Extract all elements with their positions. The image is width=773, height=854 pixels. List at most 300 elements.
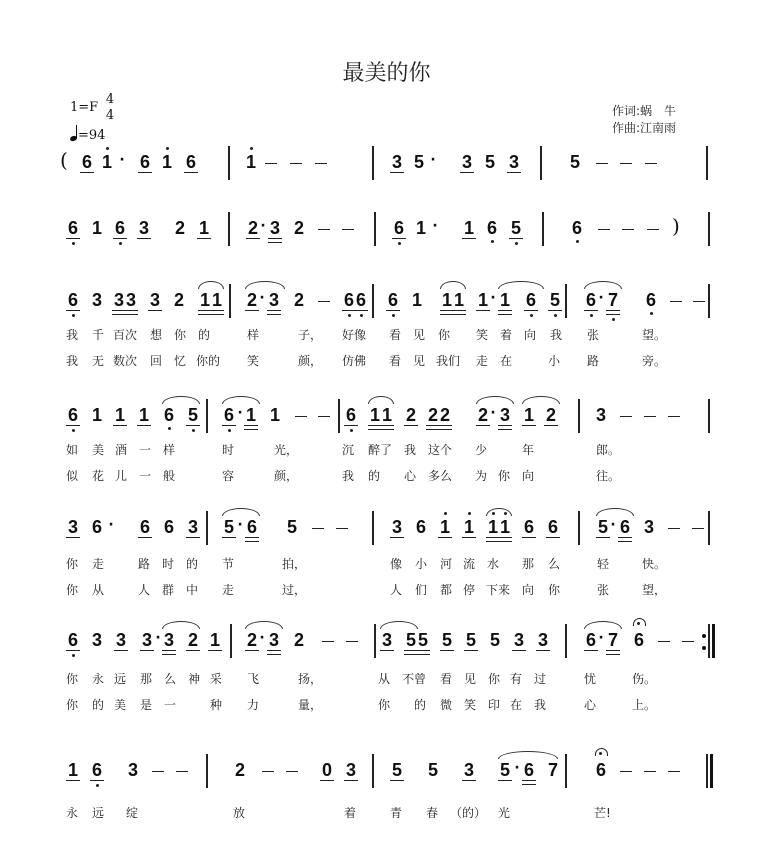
lyric-verse-1: 年: [522, 443, 535, 457]
extension-dash: [318, 416, 330, 417]
lyric-verse-1: 的: [186, 557, 199, 571]
lyric-verse-2: 我: [342, 469, 355, 483]
lyric-verse-1: 醉了: [368, 443, 393, 457]
low-octave-dot: [350, 429, 353, 432]
double-underline-beam: [452, 314, 466, 315]
extension-dash: [620, 416, 632, 417]
lyric-verse-2: 似: [66, 469, 79, 483]
note: 3: [461, 152, 472, 172]
lyric-verse-1: 飞: [247, 672, 260, 686]
note: 5: [569, 152, 580, 172]
note: 3: [463, 760, 474, 780]
underline-beam: [222, 537, 236, 538]
double-underline-beam: [267, 314, 281, 315]
barline: [338, 399, 340, 433]
high-octave-dot: [250, 147, 253, 150]
low-octave-dot: [360, 314, 363, 317]
augmentation-dot: ·: [610, 517, 616, 533]
underline-beam: [138, 537, 152, 538]
note: 6: [66, 405, 80, 425]
lyric-verse-2: 笑: [464, 698, 477, 712]
underline-beam: [546, 537, 560, 538]
lyric-verse-2: 回: [150, 354, 163, 368]
double-underline-beam: [245, 541, 259, 542]
note: 5: [404, 630, 418, 650]
underline-beam: [438, 425, 452, 426]
underline-beam: [80, 172, 94, 173]
lyric-verse-2: 我们: [436, 354, 461, 368]
barline: [565, 624, 567, 658]
note: 3: [149, 290, 160, 310]
note: 2: [477, 405, 488, 425]
lyricist-credit: 作词:蜗 牛: [612, 104, 677, 118]
note: 2: [174, 218, 185, 238]
lyric-verse-1: 绽: [126, 806, 139, 820]
note: 3: [187, 517, 198, 537]
double-underline-beam: [268, 242, 282, 243]
low-octave-dot: [72, 654, 75, 657]
note: 3: [267, 630, 281, 650]
barline: [372, 146, 374, 180]
note: 3: [381, 630, 392, 650]
note: 1: [411, 290, 422, 310]
note: 6: [185, 152, 196, 172]
note: 6: [485, 218, 499, 238]
lyric-verse-1: 那: [140, 672, 153, 686]
tempo-value: =94: [78, 128, 106, 143]
barline: [228, 212, 230, 246]
lyric-verse-2: 数次: [113, 354, 138, 368]
lyric-verse-2: 的: [368, 469, 381, 483]
augmentation-dot: ·: [432, 218, 438, 234]
note: 5: [391, 760, 402, 780]
barline: [565, 754, 567, 788]
note: 1: [91, 405, 102, 425]
note: 6: [547, 517, 558, 537]
repeat-barline-thick: [712, 624, 715, 658]
note: 3: [267, 290, 281, 310]
barline: [372, 284, 374, 318]
lyric-verse-1: 水: [487, 557, 500, 571]
underline-beam: [380, 425, 394, 426]
barline: [565, 284, 567, 318]
note: 2: [246, 290, 257, 310]
lyric-verse-1: 着: [344, 806, 357, 820]
barline: [372, 754, 374, 788]
lyric-verse-2: 看: [389, 354, 402, 368]
low-octave-dot: [72, 242, 75, 245]
lyric-verse-2: 心: [404, 469, 417, 483]
lyric-verse-2: 颜，: [274, 469, 299, 483]
underline-beam: [186, 425, 200, 426]
double-underline-beam: [522, 784, 536, 785]
double-underline-beam: [267, 654, 281, 655]
lyric-verse-1: 我: [404, 443, 417, 457]
lyric-verse-2: 你: [498, 469, 511, 483]
extension-dash: [598, 229, 610, 230]
note: 5: [489, 630, 500, 650]
underline-beam: [507, 172, 521, 173]
note: 6: [344, 405, 358, 425]
extension-dash: [620, 163, 632, 164]
low-octave-dot: [348, 314, 351, 317]
lyric-verse-2: 一: [164, 698, 177, 712]
parenthesis: ): [672, 214, 680, 238]
note: 2: [187, 630, 198, 650]
underline-beam: [344, 780, 358, 781]
time-signature-top: 4: [105, 92, 115, 107]
lyric-verse-1: 么: [164, 672, 177, 686]
barline: [540, 146, 542, 180]
note: 5: [427, 760, 438, 780]
note: 7: [606, 290, 620, 310]
barline: [374, 212, 376, 246]
barline: [206, 754, 208, 788]
slur-tie: [584, 621, 622, 629]
underline-beam: [476, 425, 490, 426]
quarter-note-icon: [70, 127, 78, 141]
underline-beam: [390, 172, 404, 173]
lyric-verse-1: （的）: [450, 806, 487, 820]
note: 1: [368, 405, 382, 425]
double-underline-beam: [606, 654, 620, 655]
extension-dash: [645, 163, 657, 164]
lyric-verse-1: 光，: [274, 443, 299, 457]
low-octave-dot: [398, 242, 401, 245]
lyric-verse-2: 中: [186, 583, 199, 597]
extension-dash: [295, 416, 307, 417]
lyric-verse-2: 群: [162, 583, 175, 597]
tempo-marking: [70, 127, 105, 143]
underline-beam: [184, 172, 198, 173]
lyric-verse-1: 永: [66, 806, 79, 820]
note: 1: [138, 405, 149, 425]
extension-dash: [644, 416, 656, 417]
repeat-barline-thin: [708, 624, 710, 658]
high-octave-dot: [468, 512, 471, 515]
note: 5: [465, 630, 476, 650]
lyric-verse-2: 向: [522, 583, 535, 597]
underline-beam: [245, 650, 259, 651]
underline-beam: [245, 310, 259, 311]
extension-dash: [692, 528, 704, 529]
extension-dash: [596, 163, 608, 164]
lyric-verse-1: 过: [534, 672, 547, 686]
underline-beam: [66, 537, 80, 538]
double-underline-beam: [210, 314, 224, 315]
low-octave-dot: [576, 240, 579, 243]
note: 6: [163, 517, 174, 537]
extension-dash: [346, 641, 358, 642]
underline-beam: [476, 310, 490, 311]
low-octave-dot: [72, 429, 75, 432]
note: 3: [345, 760, 356, 780]
note: 1: [269, 405, 280, 425]
lyric-verse-2: 种: [210, 698, 223, 712]
lyric-verse-2: 旁。: [642, 354, 667, 368]
lyric-verse-2: 往。: [596, 469, 621, 483]
underline-beam: [124, 310, 138, 311]
note: 6: [66, 290, 80, 310]
low-octave-dot: [554, 314, 557, 317]
lyric-verse-1: 的: [198, 328, 211, 342]
lyric-verse-2: 向: [522, 469, 535, 483]
note: 5: [597, 517, 608, 537]
lyric-verse-1: 着: [500, 328, 513, 342]
note: 5: [441, 630, 452, 650]
augmentation-dot: ·: [598, 630, 604, 646]
slur-tie: [162, 396, 200, 404]
note: 1: [463, 218, 474, 238]
lyric-verse-2: 量，: [298, 698, 323, 712]
note: 6: [585, 630, 596, 650]
fermata-icon: [633, 618, 646, 626]
lyric-verse-2: 上。: [632, 698, 657, 712]
lyric-verse-2: 走: [476, 354, 489, 368]
note: 1: [244, 152, 258, 172]
barline: [708, 511, 710, 545]
underline-beam: [498, 310, 512, 311]
underline-beam: [245, 537, 259, 538]
underline-beam: [524, 310, 538, 311]
lyric-verse-1: 好像: [342, 328, 367, 342]
lyric-verse-2: 儿: [115, 469, 128, 483]
lyric-verse-1: 看: [389, 328, 402, 342]
underline-beam: [354, 310, 368, 311]
extension-dash: [318, 301, 330, 302]
double-underline-beam: [438, 429, 452, 430]
lyric-verse-1: 忧: [584, 672, 597, 686]
note: 5: [413, 152, 424, 172]
lyric-verse-2: 忆: [174, 354, 187, 368]
note: 6: [524, 290, 538, 310]
lyric-verse-1: 酒: [115, 443, 128, 457]
note: 2: [293, 218, 304, 238]
note: 2: [426, 405, 440, 425]
slur-tie: [245, 621, 283, 629]
extension-dash: [176, 771, 188, 772]
system-7: [0, 760, 773, 850]
underline-beam: [498, 425, 512, 426]
underline-beam: [66, 650, 80, 651]
lyric-verse-1: 见: [464, 672, 477, 686]
lyric-verse-1: 伤。: [632, 672, 657, 686]
underline-beam: [244, 425, 258, 426]
underline-beam: [462, 780, 476, 781]
lyric-verse-2: 人: [138, 583, 151, 597]
time-signature-bottom: 4: [105, 108, 115, 123]
lyric-verse-1: 采: [210, 672, 223, 686]
high-octave-dot: [166, 147, 169, 150]
lyric-verse-2: 下来: [486, 583, 511, 597]
fermata-icon: [595, 748, 608, 756]
note: 1: [210, 290, 224, 310]
lyric-verse-1: 望。: [642, 328, 667, 342]
lyric-verse-1: 笑: [476, 328, 489, 342]
note: 6: [594, 760, 608, 780]
lyric-verse-2: 张: [597, 583, 610, 597]
note: 6: [139, 517, 150, 537]
augmentation-dot: ·: [237, 405, 243, 421]
note: 6: [66, 218, 80, 238]
underline-beam: [268, 238, 282, 239]
note: 7: [606, 630, 620, 650]
note: 3: [513, 630, 524, 650]
slur-tie: [498, 751, 558, 759]
lyric-verse-1: 我: [550, 328, 563, 342]
lyric-verse-1: 我: [66, 328, 79, 342]
barline: [708, 399, 710, 433]
high-octave-dot: [106, 147, 109, 150]
underline-beam: [596, 537, 610, 538]
underline-beam: [606, 310, 620, 311]
lyric-verse-1: 这个: [428, 443, 453, 457]
system-6: [0, 630, 773, 720]
note: 2: [293, 290, 304, 310]
lyric-verse-1: 少: [475, 443, 488, 457]
lyric-verse-1: 流: [463, 557, 476, 571]
lyric-verse-1: 郎。: [596, 443, 621, 457]
lyric-verse-2: 我: [66, 354, 79, 368]
system-5: [0, 517, 773, 607]
augmentation-dot: ·: [259, 630, 265, 646]
underline-beam: [416, 650, 430, 651]
underline-beam: [148, 310, 162, 311]
extension-dash: [312, 528, 324, 529]
note: 6: [162, 405, 176, 425]
note: 1: [486, 517, 500, 537]
note: 3: [595, 405, 606, 425]
slur-tie: [222, 508, 260, 516]
low-octave-dot: [96, 784, 99, 787]
underline-beam: [66, 238, 80, 239]
note: 3: [115, 630, 126, 650]
note: 6: [584, 290, 598, 310]
extension-dash: [322, 641, 334, 642]
underline-beam: [186, 650, 200, 651]
lyric-verse-1: 像: [390, 557, 403, 571]
underline-beam: [66, 310, 80, 311]
note: 1: [498, 290, 512, 310]
extension-dash: [682, 641, 694, 642]
slur-tie: [222, 396, 260, 404]
lyric-verse-2: 花: [92, 469, 105, 483]
low-octave-dot: [168, 427, 171, 430]
lyric-verse-2: 心: [584, 698, 597, 712]
underline-beam: [222, 425, 236, 426]
lyric-verse-1: 想: [150, 328, 163, 342]
lyric-verse-1: 芒!: [594, 806, 611, 820]
barline: [708, 284, 710, 318]
note: 1: [91, 218, 102, 238]
augmentation-dot: ·: [155, 630, 161, 646]
underline-beam: [186, 537, 200, 538]
lyric-verse-1: 张: [587, 328, 600, 342]
note: 0: [321, 760, 332, 780]
lyric-verse-2: 你: [66, 583, 79, 597]
note: 2: [247, 218, 258, 238]
note: 2: [234, 760, 245, 780]
underline-beam: [522, 780, 536, 781]
extension-dash: [318, 229, 330, 230]
extension-dash: [286, 771, 298, 772]
note: 2: [173, 290, 184, 310]
lyric-verse-2: 无: [92, 354, 105, 368]
barline: [374, 624, 376, 658]
lyric-verse-2: 路: [587, 354, 600, 368]
note: 3: [391, 517, 402, 537]
note: 6: [632, 630, 646, 650]
underline-beam: [140, 650, 154, 651]
barline: [206, 511, 208, 545]
note: 6: [523, 517, 534, 537]
note: 5: [286, 517, 297, 537]
lyric-verse-2: 容: [222, 469, 235, 483]
note: 2: [246, 630, 257, 650]
slur-tie: [380, 621, 418, 629]
augmentation-dot: ·: [490, 405, 496, 421]
underline-beam: [512, 650, 526, 651]
note: 5: [186, 405, 200, 425]
note: 6: [91, 517, 102, 537]
underline-beam: [462, 537, 476, 538]
double-underline-beam: [498, 314, 512, 315]
low-octave-dot: [228, 429, 231, 432]
note: 6: [415, 517, 426, 537]
note: 1: [100, 152, 114, 172]
lyric-verse-2: 过，: [282, 583, 307, 597]
underline-beam: [536, 650, 550, 651]
double-underline-beam: [498, 541, 512, 542]
lyric-verse-1: 你: [66, 672, 79, 686]
underline-beam: [267, 650, 281, 651]
barline: [206, 399, 208, 433]
extension-dash: [620, 771, 632, 772]
underline-beam: [114, 650, 128, 651]
lyric-verse-1: 扬，: [298, 672, 323, 686]
extension-dash: [290, 163, 302, 164]
note: 3: [268, 218, 282, 238]
underline-beam: [90, 780, 104, 781]
lyric-verse-2: 小: [548, 354, 561, 368]
lyric-verse-2: 走: [222, 583, 235, 597]
low-octave-dot: [590, 314, 593, 317]
lyric-verse-1: 见: [413, 328, 426, 342]
underline-beam: [390, 537, 404, 538]
augmentation-dot: ·: [237, 517, 243, 533]
lyric-verse-1: 小: [415, 557, 428, 571]
note: 3: [112, 290, 126, 310]
note: 5: [223, 517, 234, 537]
lyric-verse-1: 远: [92, 806, 105, 820]
extension-dash: [152, 771, 164, 772]
note: 3: [537, 630, 548, 650]
note: 1: [415, 218, 426, 238]
lyric-verse-1: 一: [139, 443, 152, 457]
low-octave-dot: [530, 314, 533, 317]
page-title: 最美的你: [342, 61, 431, 86]
note: 1: [477, 290, 488, 310]
lyric-verse-2: 仿佛: [342, 354, 367, 368]
lyric-verse-1: 远: [114, 672, 127, 686]
lyric-verse-2: 你: [66, 698, 79, 712]
note: 6: [386, 290, 400, 310]
lyric-verse-1: 青: [390, 806, 403, 820]
low-octave-dot: [192, 429, 195, 432]
lyric-verse-1: 样: [163, 443, 176, 457]
barline: [229, 284, 231, 318]
underline-beam: [606, 650, 620, 651]
